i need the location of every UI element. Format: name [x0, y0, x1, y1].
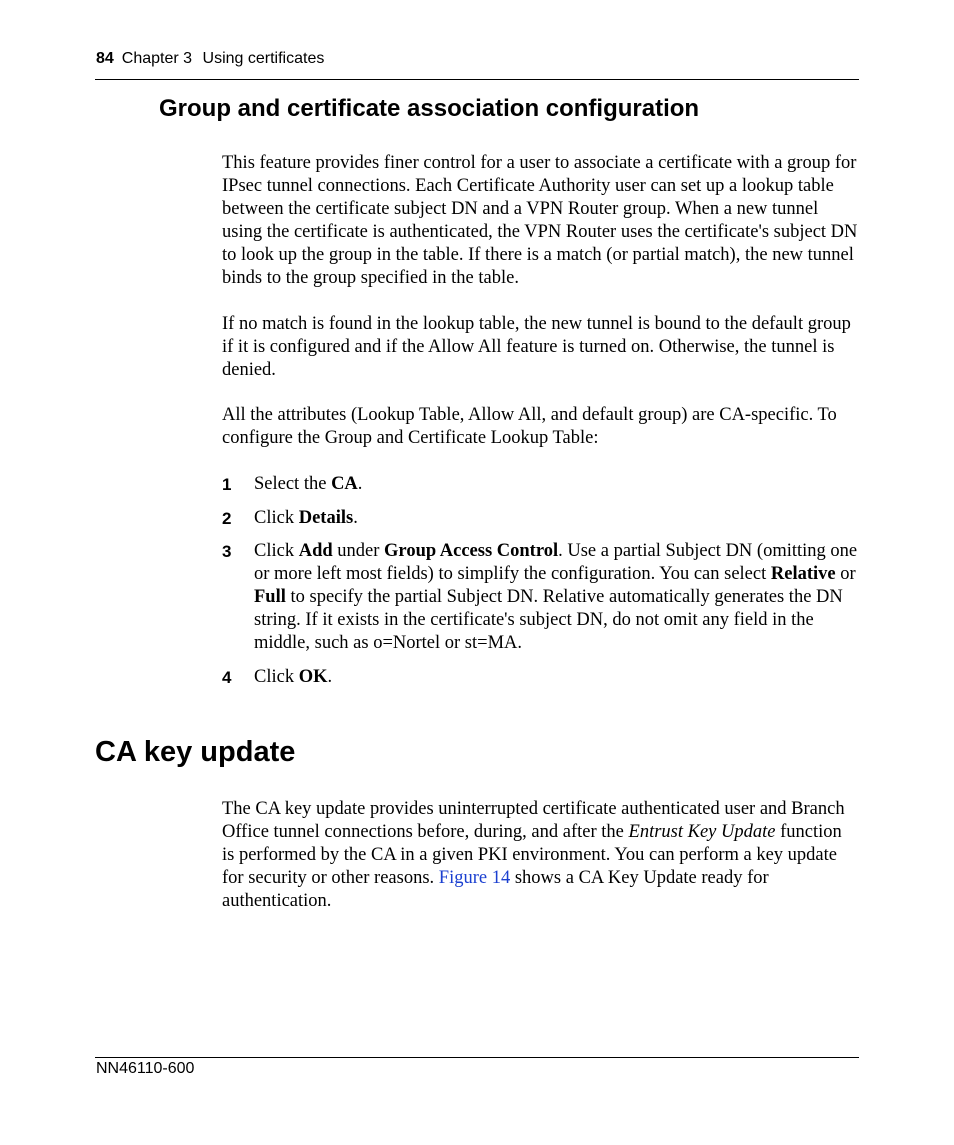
figure-14-link[interactable]: Figure 14: [438, 868, 511, 888]
step-text: Click OK.: [254, 667, 333, 687]
paragraph-attributes: All the attributes (Lookup Table, Allow All, and default group) are CA-specific. To configure the Group and Certificate Lookup Table:: [222, 405, 837, 448]
step-number: 4: [222, 668, 232, 687]
running-header: [96, 50, 324, 68]
step-text: Click Add under Group Access Control. Use a partial Subject DN (omitting one or more left most fields) to simplify the configuration. You can select Relative or Full to specify the partial Subject DN. Relative automatically generates the DN string. If it exists in the certificate's subject DN, do not omit any field in the middle, such as o=Nortel or st=MA.: [254, 541, 858, 653]
step-number: 1: [222, 475, 232, 494]
step-text: Click Details.: [254, 508, 358, 528]
paragraph-ca-key-update: The CA key update provides uninterrupted certificate authenticated user and Branch Office tunnel connections before, during, and after the Entrust Key Update function is performed by the CA in a given PKI environment. You can perform a key update for security or other reasons. Figure 14 shows a CA Key Update ready for authentication.: [222, 799, 845, 911]
section-heading-ca-key-update: CA key update: [95, 736, 296, 768]
section-heading-group-association: Group and certificate association configuration: [159, 95, 700, 122]
footer-rule: [95, 1057, 859, 1058]
paragraph-no-match: If no match is found in the lookup table, the new tunnel is bound to the default group if it is configured and if the Allow All feature is turned on. Otherwise, the tunnel is denied.: [222, 314, 851, 380]
step-number: 2: [222, 509, 232, 528]
header-rule: [95, 79, 859, 80]
paragraph-intro: This feature provides finer control for a user to associate a certificate with a group for IPsec tunnel connections. Each Certificate Authority user can set up a lookup table between the certificate subject DN and a VPN Router group. When a new tunnel using the certificate is authenticated, the VPN Router uses the certificate's subject DN to look up the group in the table. If there is a match (or partial match), the new tunnel binds to the group specified in the table.: [222, 153, 858, 288]
emphasis-entrust-key-update: Entrust Key Update: [628, 822, 776, 842]
document-number: NN46110-600: [96, 1060, 195, 1077]
step-number: 3: [222, 542, 232, 561]
step-text: Select the CA.: [254, 474, 363, 494]
page-number: 84: [96, 50, 114, 67]
chapter-number: Chapter 3: [121, 50, 193, 67]
chapter-title: Using certificates: [202, 50, 325, 67]
